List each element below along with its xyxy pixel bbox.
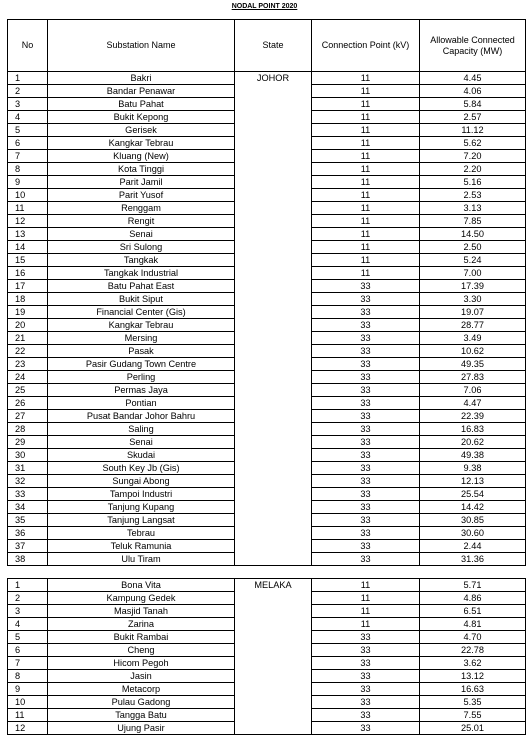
allowable-capacity: 7.20: [420, 150, 526, 163]
substation-name: Kangkar Tebrau: [48, 137, 235, 150]
substation-name: Bakri: [48, 72, 235, 85]
substation-name: Saling: [48, 423, 235, 436]
row-number: 13: [8, 228, 48, 241]
connection-point: 11: [312, 124, 420, 137]
connection-point: 33: [312, 631, 420, 644]
substation-name: Masjid Tanah: [48, 605, 235, 618]
row-number: 8: [8, 163, 48, 176]
row-number: 2: [8, 592, 48, 605]
allowable-capacity: 3.13: [420, 202, 526, 215]
connection-point: 33: [312, 280, 420, 293]
substation-name: Senai: [48, 228, 235, 241]
substation-name: Tangkak Industrial: [48, 267, 235, 280]
substation-name: Bukit Siput: [48, 293, 235, 306]
substation-name: Kangkar Tebrau: [48, 319, 235, 332]
allowable-capacity: 16.83: [420, 423, 526, 436]
header-connection-point: Connection Point (kV): [312, 20, 420, 72]
substation-name: Bukit Kepong: [48, 111, 235, 124]
row-number: 29: [8, 436, 48, 449]
row-number: 1: [8, 72, 48, 85]
allowable-capacity: 2.57: [420, 111, 526, 124]
allowable-capacity: 22.39: [420, 410, 526, 423]
connection-point: 11: [312, 605, 420, 618]
allowable-capacity: 4.47: [420, 397, 526, 410]
row-number: 5: [8, 124, 48, 137]
row-number: 32: [8, 475, 48, 488]
header-capacity: Allowable Connected Capacity (MW): [420, 20, 526, 72]
connection-point: 33: [312, 696, 420, 709]
row-number: 28: [8, 423, 48, 436]
row-number: 37: [8, 540, 48, 553]
document-title: NODAL POINT 2020: [231, 3, 298, 10]
connection-point: 11: [312, 202, 420, 215]
connection-point: 11: [312, 592, 420, 605]
substation-name: Cheng: [48, 644, 235, 657]
allowable-capacity: 11.12: [420, 124, 526, 137]
allowable-capacity: 2.53: [420, 189, 526, 202]
state-cell: MELAKA: [235, 579, 312, 735]
substation-name: Perling: [48, 371, 235, 384]
connection-point: 33: [312, 644, 420, 657]
row-number: 12: [8, 215, 48, 228]
connection-point: 11: [312, 215, 420, 228]
row-number: 33: [8, 488, 48, 501]
substation-name: Zarina: [48, 618, 235, 631]
substation-name: Pontian: [48, 397, 235, 410]
substation-name: Tanjung Kupang: [48, 501, 235, 514]
substation-name: Parit Jamil: [48, 176, 235, 189]
connection-point: 33: [312, 436, 420, 449]
allowable-capacity: 7.55: [420, 709, 526, 722]
allowable-capacity: 7.85: [420, 215, 526, 228]
substation-name: Pulau Gadong: [48, 696, 235, 709]
row-number: 30: [8, 449, 48, 462]
substation-name: Renggam: [48, 202, 235, 215]
substation-name: Skudai: [48, 449, 235, 462]
allowable-capacity: 14.42: [420, 501, 526, 514]
allowable-capacity: 25.54: [420, 488, 526, 501]
connection-point: 33: [312, 475, 420, 488]
connection-point: 33: [312, 397, 420, 410]
substation-name: South Key Jb (Gis): [48, 462, 235, 475]
row-number: 21: [8, 332, 48, 345]
row-number: 36: [8, 527, 48, 540]
header-substation-name: Substation Name: [48, 20, 235, 72]
row-number: 1: [8, 579, 48, 592]
substation-name: Bukit Rambai: [48, 631, 235, 644]
connection-point: 33: [312, 449, 420, 462]
substation-name: Bona Vita: [48, 579, 235, 592]
row-number: 18: [8, 293, 48, 306]
allowable-capacity: 5.84: [420, 98, 526, 111]
row-number: 19: [8, 306, 48, 319]
allowable-capacity: 5.35: [420, 696, 526, 709]
allowable-capacity: 30.85: [420, 514, 526, 527]
row-number: 31: [8, 462, 48, 475]
connection-point: 33: [312, 462, 420, 475]
row-number: 35: [8, 514, 48, 527]
allowable-capacity: 4.70: [420, 631, 526, 644]
substation-name: Kota Tinggi: [48, 163, 235, 176]
connection-point: 11: [312, 111, 420, 124]
connection-point: 11: [312, 176, 420, 189]
connection-point: 33: [312, 722, 420, 735]
substation-name: Batu Pahat East: [48, 280, 235, 293]
connection-point: 33: [312, 332, 420, 345]
connection-point: 33: [312, 670, 420, 683]
allowable-capacity: 9.38: [420, 462, 526, 475]
row-number: 17: [8, 280, 48, 293]
connection-point: 11: [312, 137, 420, 150]
allowable-capacity: 12.13: [420, 475, 526, 488]
connection-point: 33: [312, 345, 420, 358]
connection-point: 33: [312, 410, 420, 423]
allowable-capacity: 2.44: [420, 540, 526, 553]
allowable-capacity: 7.06: [420, 384, 526, 397]
substation-name: Batu Pahat: [48, 98, 235, 111]
allowable-capacity: 19.07: [420, 306, 526, 319]
connection-point: 33: [312, 306, 420, 319]
allowable-capacity: 6.51: [420, 605, 526, 618]
connection-point: 11: [312, 85, 420, 98]
allowable-capacity: 49.35: [420, 358, 526, 371]
row-number: 3: [8, 98, 48, 111]
substation-name: Sri Sulong: [48, 241, 235, 254]
connection-point: 11: [312, 241, 420, 254]
row-number: 11: [8, 709, 48, 722]
substation-name: Tampoi Industri: [48, 488, 235, 501]
substation-name: Parit Yusof: [48, 189, 235, 202]
row-number: 6: [8, 644, 48, 657]
table-row: [8, 579, 526, 592]
row-number: 9: [8, 176, 48, 189]
connection-point: 11: [312, 579, 420, 592]
connection-point: 33: [312, 683, 420, 696]
row-number: 4: [8, 618, 48, 631]
row-number: 10: [8, 696, 48, 709]
row-number: 27: [8, 410, 48, 423]
connection-point: 33: [312, 553, 420, 566]
state-cell: JOHOR: [235, 72, 312, 566]
substation-name: Mersing: [48, 332, 235, 345]
allowable-capacity: 17.39: [420, 280, 526, 293]
row-number: 25: [8, 384, 48, 397]
allowable-capacity: 14.50: [420, 228, 526, 241]
allowable-capacity: 3.30: [420, 293, 526, 306]
allowable-capacity: 7.00: [420, 267, 526, 280]
row-number: 24: [8, 371, 48, 384]
substation-name: Tanjung Langsat: [48, 514, 235, 527]
row-number: 8: [8, 670, 48, 683]
allowable-capacity: 2.50: [420, 241, 526, 254]
connection-point: 33: [312, 514, 420, 527]
connection-point: 11: [312, 267, 420, 280]
allowable-capacity: 3.49: [420, 332, 526, 345]
connection-point: 33: [312, 657, 420, 670]
row-number: 4: [8, 111, 48, 124]
substation-name: Pasir Gudang Town Centre: [48, 358, 235, 371]
connection-point: 11: [312, 150, 420, 163]
substation-name: Jasin: [48, 670, 235, 683]
substation-name: Kampung Gedek: [48, 592, 235, 605]
substation-name: Hicom Pegoh: [48, 657, 235, 670]
substation-name: Tebrau: [48, 527, 235, 540]
allowable-capacity: 28.77: [420, 319, 526, 332]
connection-point: 33: [312, 358, 420, 371]
row-number: 7: [8, 150, 48, 163]
allowable-capacity: 4.45: [420, 72, 526, 85]
substation-name: Metacorp: [48, 683, 235, 696]
substation-name: Senai: [48, 436, 235, 449]
melaka-table: [7, 578, 526, 735]
allowable-capacity: 31.36: [420, 553, 526, 566]
substation-name: Kluang (New): [48, 150, 235, 163]
connection-point: 11: [312, 98, 420, 111]
row-number: 20: [8, 319, 48, 332]
row-number: 34: [8, 501, 48, 514]
row-number: 5: [8, 631, 48, 644]
connection-point: 33: [312, 501, 420, 514]
substation-name: Pusat Bandar Johor Bahru: [48, 410, 235, 423]
allowable-capacity: 49.38: [420, 449, 526, 462]
allowable-capacity: 5.62: [420, 137, 526, 150]
connection-point: 33: [312, 709, 420, 722]
row-number: 38: [8, 553, 48, 566]
substation-name: Tangkak: [48, 254, 235, 267]
connection-point: 11: [312, 618, 420, 631]
allowable-capacity: 4.86: [420, 592, 526, 605]
allowable-capacity: 13.12: [420, 670, 526, 683]
connection-point: 11: [312, 163, 420, 176]
row-number: 12: [8, 722, 48, 735]
row-number: 9: [8, 683, 48, 696]
allowable-capacity: 5.16: [420, 176, 526, 189]
connection-point: 11: [312, 189, 420, 202]
connection-point: 33: [312, 488, 420, 501]
row-number: 3: [8, 605, 48, 618]
row-number: 16: [8, 267, 48, 280]
header-no: No: [8, 20, 48, 72]
allowable-capacity: 20.62: [420, 436, 526, 449]
substation-name: Financial Center (Gis): [48, 306, 235, 319]
allowable-capacity: 27.83: [420, 371, 526, 384]
connection-point: 33: [312, 384, 420, 397]
connection-point: 11: [312, 72, 420, 85]
row-number: 7: [8, 657, 48, 670]
row-number: 11: [8, 202, 48, 215]
connection-point: 33: [312, 293, 420, 306]
row-number: 10: [8, 189, 48, 202]
allowable-capacity: 4.81: [420, 618, 526, 631]
row-number: 2: [8, 85, 48, 98]
allowable-capacity: 30.60: [420, 527, 526, 540]
allowable-capacity: 25.01: [420, 722, 526, 735]
substation-name: Ujung Pasir: [48, 722, 235, 735]
row-number: 6: [8, 137, 48, 150]
connection-point: 33: [312, 371, 420, 384]
row-number: 23: [8, 358, 48, 371]
substation-name: Teluk Ramunia: [48, 540, 235, 553]
row-number: 14: [8, 241, 48, 254]
row-number: 15: [8, 254, 48, 267]
substation-name: Pasak: [48, 345, 235, 358]
table-row: [8, 72, 526, 85]
allowable-capacity: 5.71: [420, 579, 526, 592]
allowable-capacity: 16.63: [420, 683, 526, 696]
connection-point: 33: [312, 423, 420, 436]
connection-point: 33: [312, 319, 420, 332]
substation-name: Permas Jaya: [48, 384, 235, 397]
substation-name: Bandar Penawar: [48, 85, 235, 98]
header-row: [8, 20, 526, 72]
row-number: 22: [8, 345, 48, 358]
connection-point: 11: [312, 228, 420, 241]
allowable-capacity: 2.20: [420, 163, 526, 176]
allowable-capacity: 10.62: [420, 345, 526, 358]
header-state: State: [235, 20, 312, 72]
substation-name: Rengit: [48, 215, 235, 228]
connection-point: 33: [312, 527, 420, 540]
substation-name: Sungai Abong: [48, 475, 235, 488]
allowable-capacity: 22.78: [420, 644, 526, 657]
allowable-capacity: 5.24: [420, 254, 526, 267]
johor-table: [7, 19, 526, 566]
substation-name: Ulu Tiram: [48, 553, 235, 566]
connection-point: 11: [312, 254, 420, 267]
row-number: 26: [8, 397, 48, 410]
allowable-capacity: 4.06: [420, 85, 526, 98]
connection-point: 33: [312, 540, 420, 553]
substation-name: Tangga Batu: [48, 709, 235, 722]
substation-name: Gerisek: [48, 124, 235, 137]
allowable-capacity: 3.62: [420, 657, 526, 670]
